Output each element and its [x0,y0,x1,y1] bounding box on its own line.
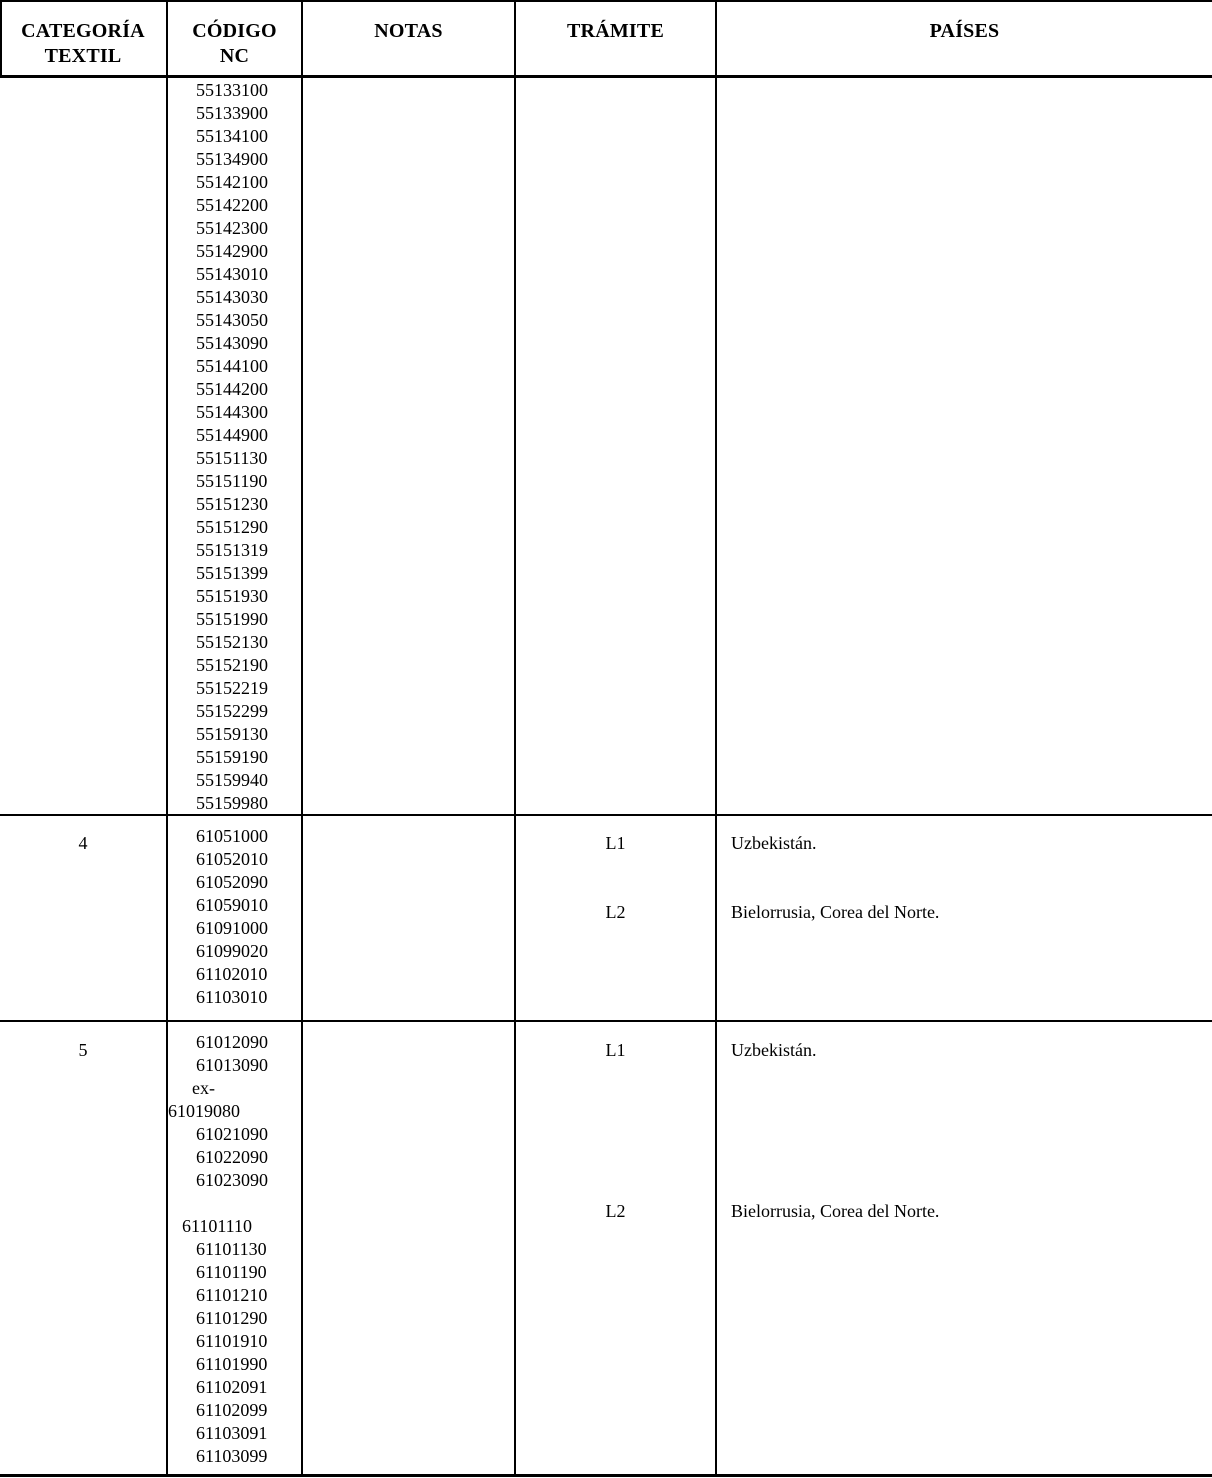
row-2-codes [168,825,330,1009]
nc-code: 61019080 [168,1101,240,1121]
nc-code: 55152130 [196,632,268,652]
nc-code: 55159190 [196,747,268,767]
nc-code: 61101290 [196,1308,268,1328]
nc-code: 61103099 [196,1446,268,1466]
nc-code: 61101110 [182,1216,252,1236]
nc-code: 61103010 [196,987,268,1007]
nc-code: 55133900 [196,103,268,123]
header-categoria-textil [0,19,166,69]
nc-code: 61021090 [196,1124,268,1144]
nc-code: 55144100 [196,356,268,376]
nc-code: 55144900 [196,425,268,445]
nc-code: 55144300 [196,402,268,422]
nc-code: 55151399 [196,563,268,583]
row-2-paises-l2: Bielorrusia, Corea del Norte. [731,902,940,922]
nc-code: 55151230 [196,494,268,514]
header-notas: NOTAS [374,20,443,42]
header-tramite: TRÁMITE [567,20,664,42]
nc-code: 55152299 [196,701,268,721]
nc-code: 61101210 [196,1285,268,1305]
nc-code: 55134100 [196,126,268,146]
header-codigo-nc [168,19,301,69]
row-3-paises-l1: Uzbekistán. [731,1040,817,1060]
nc-code: 61059010 [196,895,268,915]
nc-code: 55142300 [196,218,268,238]
nc-code: 61012090 [196,1032,268,1052]
header-bottom-border [0,75,1212,78]
nc-code: 61023090 [196,1170,268,1190]
nc-code: 61102010 [196,964,268,984]
row-1-codes [168,79,330,815]
nc-code: 55142200 [196,195,268,215]
header-codigo-line1: CÓDIGO [192,20,277,42]
nc-code: 55133100 [196,80,268,100]
table-bottom-border [0,1474,1212,1477]
header-codigo-line2: NC [219,45,250,67]
nc-code: 55151190 [196,471,268,491]
nc-code: 55159940 [196,770,268,790]
row-3-tramite-l1: L1 [605,1040,626,1060]
row-2-categoria: 4 [78,833,88,853]
row-2-bottom-border [0,1020,1212,1022]
nc-code: 55159980 [196,793,268,813]
nc-code: 61101190 [196,1262,267,1282]
row-3-paises-l2: Bielorrusia, Corea del Norte. [731,1201,940,1221]
row-3-codes [168,1031,302,1468]
table-top-border [0,0,1212,2]
nc-code: 55151319 [196,540,268,560]
nc-code: 55152190 [196,655,268,675]
nc-code: 55143010 [196,264,268,284]
row-2-tramite-l2: L2 [605,902,626,922]
header-paises: PAÍSES [929,20,1000,42]
nc-code: 61022090 [196,1147,268,1167]
row-3-categoria: 5 [78,1040,88,1060]
row-2-paises-l1: Uzbekistán. [731,833,817,853]
nc-code: 61052010 [196,849,268,869]
nc-code: 55151930 [196,586,268,606]
header-categoria-line1: CATEGORÍA [21,20,145,42]
col-divider-3 [514,0,516,1477]
nc-code: 55142100 [196,172,268,192]
nc-code: 61102091 [196,1377,268,1397]
nc-code: 55143050 [196,310,268,330]
nc-code: 61051000 [196,826,268,846]
nc-code: 55159130 [196,724,268,744]
nc-code: 55143030 [196,287,268,307]
header-categoria-line2: TEXTIL [44,45,122,67]
row-3-tramite-l2: L2 [605,1201,626,1221]
nc-code: 55152219 [196,678,268,698]
nc-code: 61103091 [196,1423,268,1443]
nc-code: 55144200 [196,379,268,399]
nc-code-ex-prefix: ex- [192,1078,215,1098]
nc-code: 55134900 [196,149,268,169]
nc-code: 61013090 [196,1055,268,1075]
col-divider-4 [715,0,717,1477]
nc-code: 55151130 [196,448,268,468]
nc-code: 55143090 [196,333,268,353]
row-2-tramite-l1: L1 [605,833,626,853]
nc-code: 61101990 [196,1354,268,1374]
spacer [168,1192,302,1215]
nc-code: 61091000 [196,918,268,938]
nc-code: 55151990 [196,609,268,629]
nc-code: 55151290 [196,517,268,537]
nc-code: 61101130 [196,1239,267,1259]
nc-code: 61052090 [196,872,268,892]
nc-code: 55142900 [196,241,268,261]
nc-code: 61099020 [196,941,268,961]
nc-code: 61101910 [196,1331,268,1351]
nc-code: 61102099 [196,1400,268,1420]
